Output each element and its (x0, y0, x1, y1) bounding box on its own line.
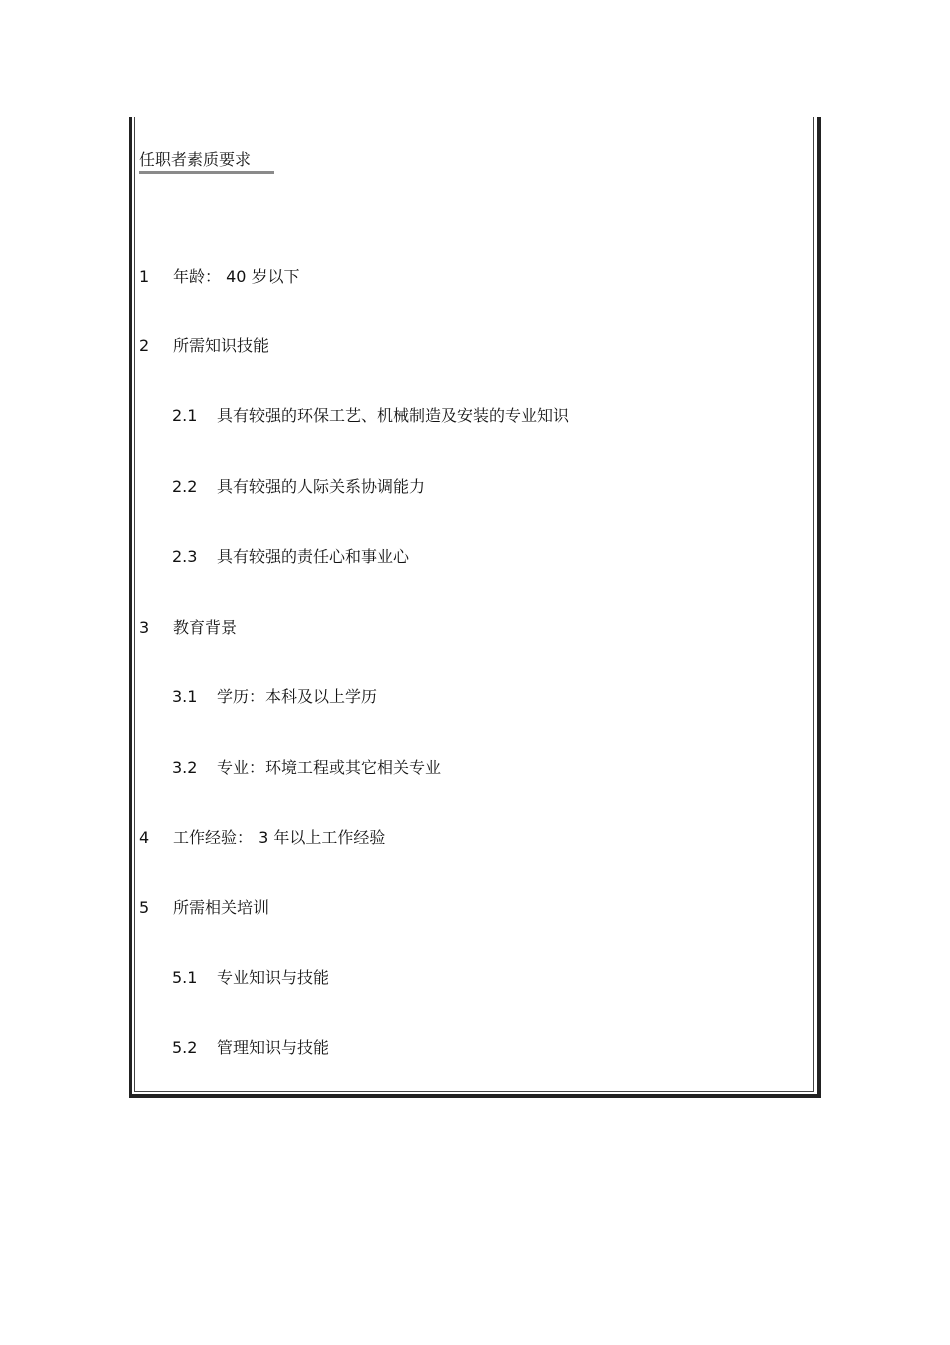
list-item-2-2 (172, 477, 425, 497)
list-item-2-1 (172, 406, 569, 426)
frame-border-bottom-inner (134, 1091, 814, 1092)
item-number: 2.1 (172, 406, 198, 425)
frame-border-right (817, 117, 821, 1097)
item-text: 学历：本科及以上学历 (217, 687, 378, 706)
list-item-3 (139, 618, 237, 638)
list-item-2 (139, 336, 269, 356)
item-number: 4 (139, 828, 150, 847)
list-item-1 (139, 267, 300, 287)
list-item-3-2 (172, 758, 441, 778)
item-number: 5.2 (172, 1038, 198, 1057)
item-number: 2.2 (172, 477, 198, 496)
item-number: 3.2 (172, 758, 198, 777)
item-number: 3.1 (172, 687, 198, 706)
item-number: 1 (139, 267, 150, 286)
item-text: 教育背景 (173, 618, 238, 637)
list-item-4 (139, 828, 385, 848)
item-number: 5.1 (172, 968, 198, 987)
heading-underline (139, 171, 274, 174)
list-item-3-1 (172, 687, 377, 707)
list-item-5-2 (172, 1038, 329, 1058)
item-text: 专业知识与技能 (217, 968, 330, 987)
list-item-5 (139, 898, 269, 918)
list-item-5-1 (172, 968, 329, 988)
item-number: 2 (139, 336, 150, 355)
item-text: 所需相关培训 (173, 898, 270, 917)
section-heading: 任职者素质要求 (139, 150, 252, 169)
item-number: 2.3 (172, 547, 198, 566)
document-frame (129, 117, 822, 1098)
item-text: 年龄： 40 岁以下 (173, 267, 300, 286)
item-text: 具有较强的责任心和事业心 (217, 547, 410, 566)
frame-border-bottom (129, 1094, 821, 1098)
frame-border-left-inner (134, 117, 135, 1092)
item-number: 5 (139, 898, 150, 917)
frame-border-left (129, 117, 132, 1097)
item-text: 专业：环境工程或其它相关专业 (217, 758, 442, 777)
frame-border-right-inner (813, 117, 814, 1092)
item-text: 工作经验： 3 年以上工作经验 (173, 828, 386, 847)
item-text: 具有较强的人际关系协调能力 (217, 477, 426, 496)
item-text: 管理知识与技能 (217, 1038, 330, 1057)
item-text: 具有较强的环保工艺、机械制造及安装的专业知识 (217, 406, 570, 425)
list-item-2-3 (172, 547, 409, 567)
item-number: 3 (139, 618, 150, 637)
item-text: 所需知识技能 (173, 336, 270, 355)
